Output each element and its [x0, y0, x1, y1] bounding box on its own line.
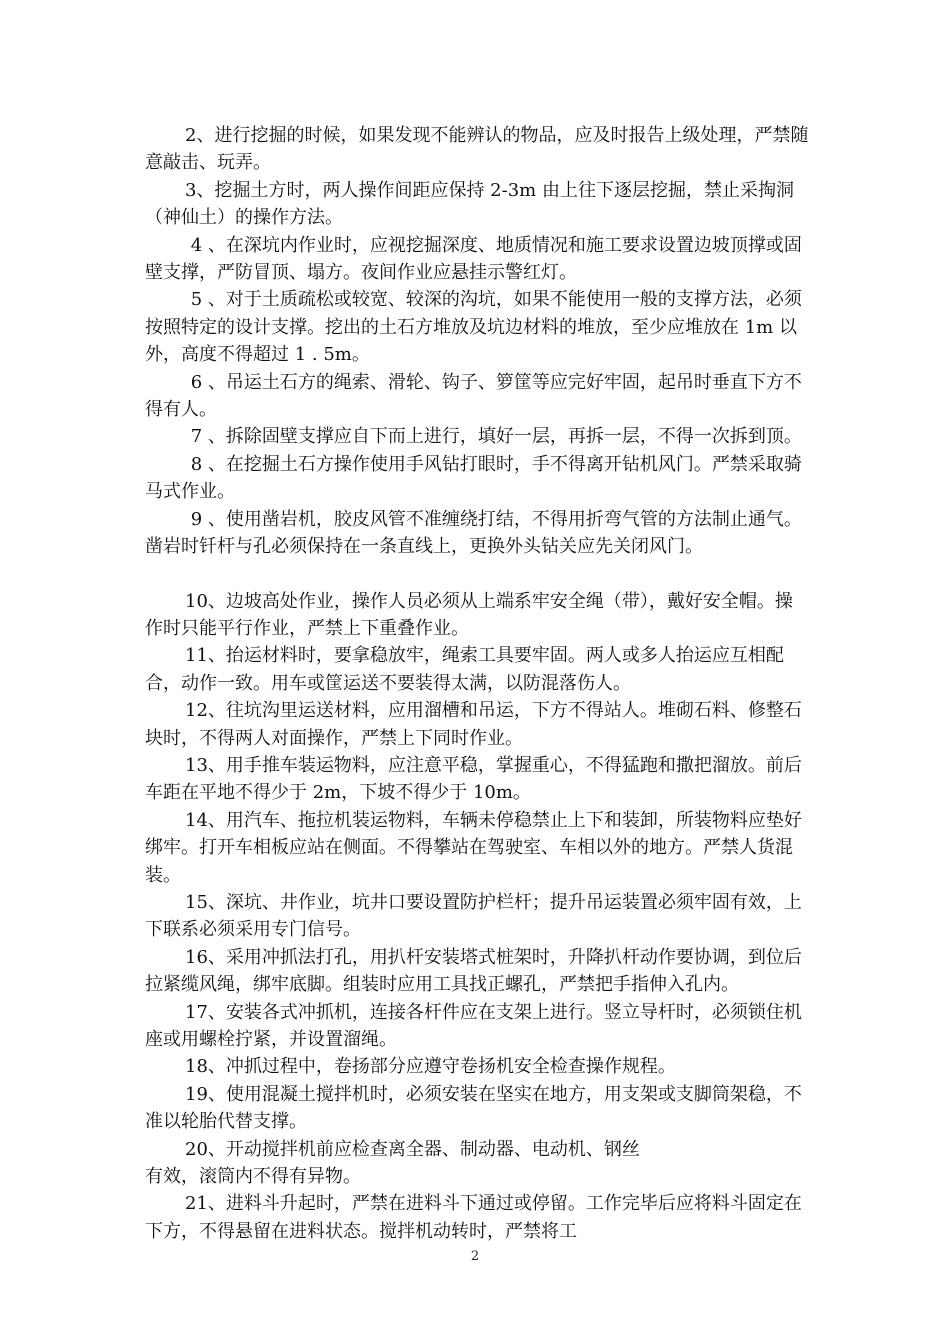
paragraph-4: 4 、在深坑内作业时，应视挖掘深度、地质情况和施工要求设置边坡顶撑或固壁支撑，严防冒顶、塌方。夜间作业应悬挂示警红灯。: [145, 234, 802, 284]
paragraph-20: 20、开动搅拌机前应检查离全器、制动器、电动机、钢丝 有效，滚筒内不得有异物。: [145, 1138, 640, 1188]
paragraph-3: 3、挖掘土方时，两人操作间距应保持 2-3m 由上往下逐层挖掘，禁止采掏洞（神仙土）的操作方法。: [145, 179, 794, 229]
paragraph-5: 5 、对于土质疏松或较宽、较深的沟坑，如果不能使用一般的支撑方法，必须按照特定的设计支撑。挖出的土石方堆放及坑边材料的堆放，至少应堆放在 1m 以外，高度不得超过 1 . 5m。: [145, 289, 802, 366]
paragraph-19: 19、使用混凝土搅拌机时，必须安装在坚实在地方，用支架或支脚筒架稳，不准以轮胎代替支撑。: [145, 1083, 802, 1133]
paragraph-12: 12、往坑沟里运送材料，应用溜槽和吊运，下方不得站人。堆砌石料、修整石块时，不得两人对面操作，严禁上下同时作业。: [145, 700, 802, 749]
paragraph-13: 13、用手推车装运物料，应注意平稳，掌握重心，不得猛跑和撒把溜放。前后车距在平地不得少于 2m，下坡不得少于 10m。: [145, 754, 802, 804]
paragraph-7: 7 、拆除固壁支撑应自下而上进行，填好一层，再拆一层，不得一次拆到顶。: [185, 426, 802, 448]
paragraph-2: 2、进行挖掘的时候，如果发现不能辨认的物品，应及时报告上级处理，严禁随意敲击、玩弄。: [145, 125, 809, 174]
paragraph-9: 9 、使用凿岩机，胶皮风管不准缠绕打结，不得用折弯气管的方法制止通气。凿岩时钎杆与孔必须保持在一条直线上，更换外头钻关应先关闭风门。: [145, 508, 802, 558]
paragraph-6: 6 、吊运土石方的绳索、滑轮、钩子、箩筐等应完好牢固，起吊时垂直下方不得有人。: [145, 371, 802, 421]
paragraph-14: 14、用汽车、拖拉机装运物料，车辆未停稳禁止上下和装卸，所装物料应垫好绑牢。打开车相板应站在侧面。不得攀站在驾驶室、车相以外的地方。严禁人货混装。: [145, 809, 802, 886]
paragraph-16: 16、采用冲抓法打孔，用扒杆安装塔式桩架时，升降扒杆动作要协调，到位后拉紧缆风绳，绑牢底脚。组装时应用工具找正螺孔，严禁把手指伸入孔内。: [145, 946, 802, 996]
document-body: [145, 122, 810, 1245]
paragraph-17: 17、安装各式冲抓机，连接各杆件应在支架上进行。竖立导杆时，必须锁住机座或用螺栓拧紧，并设置溜绳。: [145, 1001, 802, 1050]
paragraph-10: 10、边坡高处作业，操作人员必须从上端系牢安全绳（带），戴好安全帽。操作时只能平行作业，严禁上下重叠作业。: [145, 590, 793, 639]
paragraph-15: 15、深坑、井作业，坑井口要设置防护栏杆；提升吊运装置必须牢固有效，上下联系必须采用专门信号。: [145, 891, 802, 941]
paragraph-8: 8 、在挖掘土石方操作使用手风钻打眼时，手不得离开钻机风门。严禁采取骑马式作业。: [145, 453, 802, 503]
page-number: 2: [470, 1249, 480, 1264]
paragraph-11: 11、抬运材料时，要拿稳放牢，绳索工具要牢固。两人或多人抬运应互相配合，动作一致。用车或筐运送不要装得太满，以防混落伤人。: [145, 645, 784, 694]
paragraph-18: 18、冲抓过程中，卷扬部分应遵守卷扬机安全检查操作规程。: [185, 1056, 676, 1078]
paragraph-21: 21、进料斗升起时，严禁在进料斗下通过或停留。工作完毕后应将料斗固定在下方，不得悬留在进料状态。搅拌机动转时，严禁将工: [145, 1193, 802, 1242]
